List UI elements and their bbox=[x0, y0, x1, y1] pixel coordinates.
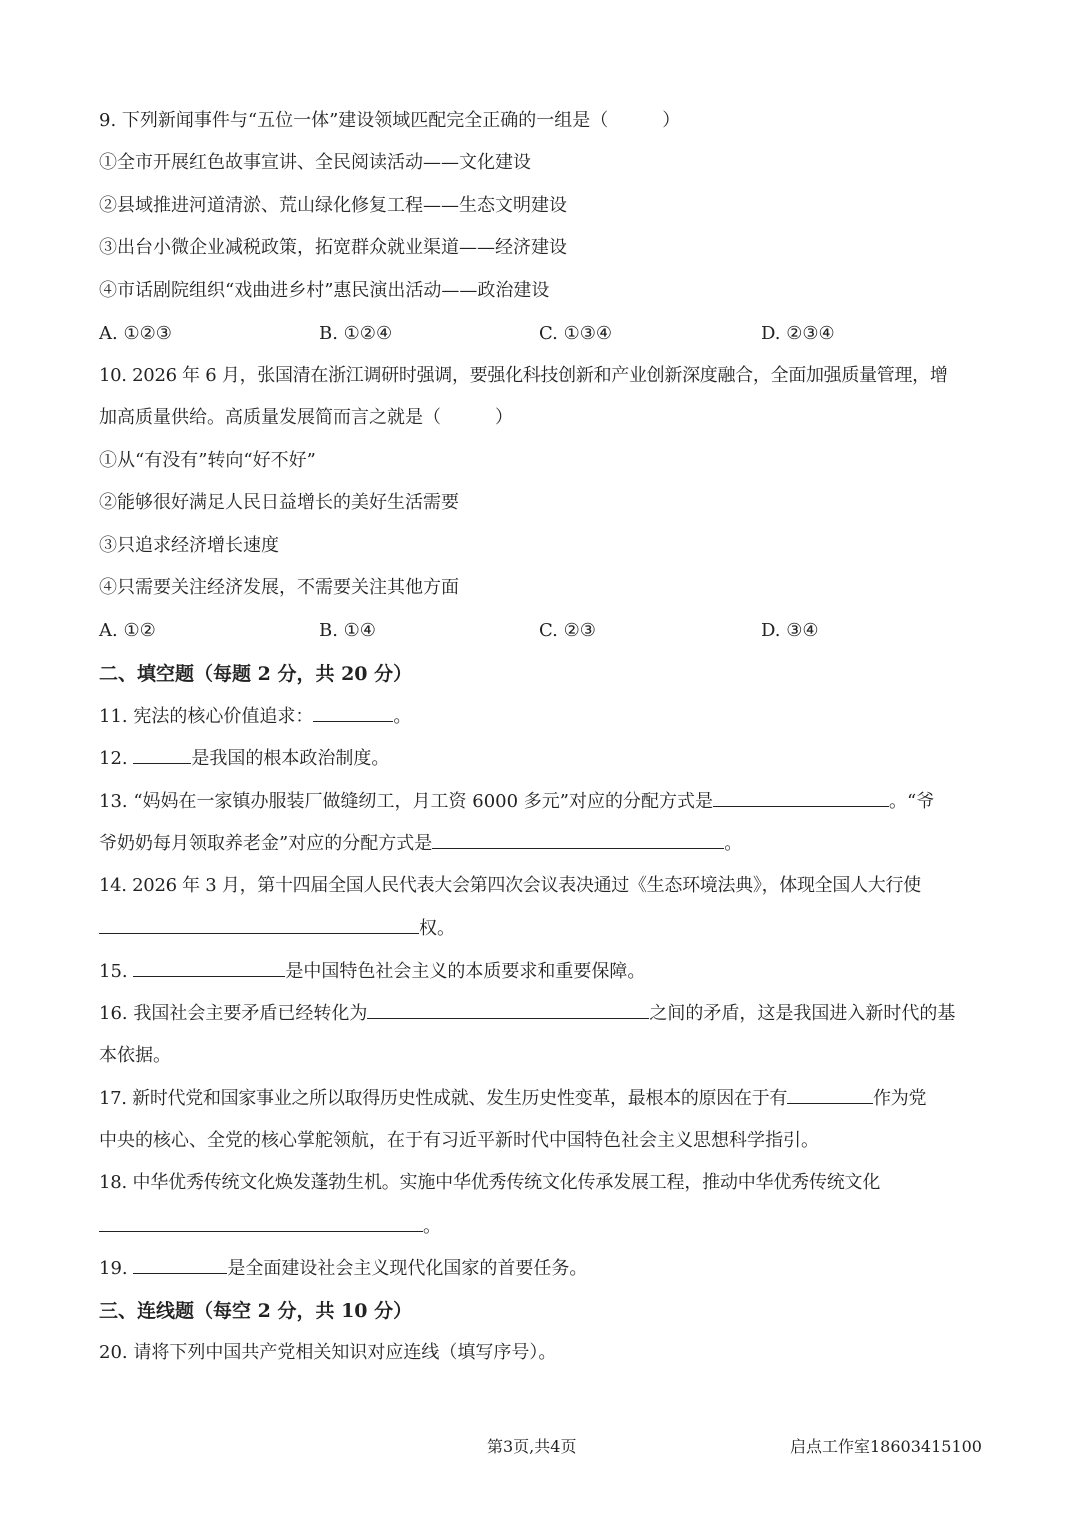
question-13-text-2: 爷奶奶每月领取养老金”对应的分配方式是 bbox=[99, 833, 433, 854]
question-17-blank[interactable] bbox=[787, 1085, 873, 1104]
question-10-item-4: ④只需要关注经济发展，不需要关注其他方面 bbox=[99, 577, 459, 598]
question-19-number: 19. bbox=[99, 1258, 134, 1279]
question-16-line-2: 本依据。 bbox=[99, 1045, 171, 1066]
question-13-blank-1[interactable] bbox=[713, 788, 889, 807]
question-19-blank[interactable] bbox=[133, 1255, 227, 1274]
question-14-line-1: 14. 2026 年 3 月，第十四届全国人民代表大会第四次会议表决通过《生态环境法典》，体现全国人大行使 bbox=[99, 875, 921, 896]
question-10-option-a: A. ①② bbox=[99, 620, 156, 641]
question-18-end: 。 bbox=[423, 1216, 441, 1237]
question-16-text-end: 之间的矛盾，这是我国进入新时代的基 bbox=[649, 1003, 956, 1024]
question-9-option-d: D. ②③④ bbox=[761, 323, 835, 344]
question-18-line-2 bbox=[99, 1213, 441, 1240]
question-9-item-3: ③出台小微企业减税政策，拓宽群众就业渠道——经济建设 bbox=[99, 237, 567, 258]
question-15 bbox=[99, 958, 645, 985]
question-10-option-b: B. ①④ bbox=[319, 620, 376, 641]
question-20-stem: 20. 请将下列中国共产党相关知识对应连线（填写序号）。 bbox=[99, 1342, 557, 1363]
question-9-option-a: A. ①②③ bbox=[99, 323, 172, 344]
question-11-blank[interactable] bbox=[313, 703, 393, 722]
question-10-stem-line-1: 10. 2026 年 6 月，张国清在浙江调研时强调，要强化科技创新和产业创新深度融合，全面加强质量管理，增 bbox=[99, 365, 948, 386]
question-11-text: 11. 宪法的核心价值追求： bbox=[99, 706, 314, 727]
question-10-item-3: ③只追求经济增长速度 bbox=[99, 535, 279, 556]
question-13-blank-2[interactable] bbox=[432, 830, 724, 849]
question-9-stem: 9. 下列新闻事件与“五位一体”建设领域匹配完全正确的一组是（ ） bbox=[99, 110, 681, 131]
question-17-text: 17. 新时代党和国家事业之所以取得历史性成就、发生历史性变革，最根本的原因在于有 bbox=[99, 1088, 788, 1109]
question-10-item-1: ①从“有没有”转向“好不好” bbox=[99, 450, 316, 471]
question-10-item-2: ②能够很好满足人民日益增长的美好生活需要 bbox=[99, 492, 459, 513]
question-16-text: 16. 我国社会主要矛盾已经转化为 bbox=[99, 1003, 368, 1024]
question-17-line-1 bbox=[99, 1085, 926, 1112]
question-9-option-b: B. ①②④ bbox=[319, 323, 393, 344]
question-10-option-d: D. ③④ bbox=[761, 620, 819, 641]
question-9-item-4: ④市话剧院组织“戏曲进乡村”惠民演出活动——政治建设 bbox=[99, 280, 550, 301]
question-10-option-c: C. ②③ bbox=[539, 620, 596, 641]
question-9-item-1: ①全市开展红色故事宣讲、全民阅读活动——文化建设 bbox=[99, 152, 531, 173]
question-17-text-end: 作为党 bbox=[873, 1088, 927, 1109]
question-18-blank[interactable] bbox=[99, 1213, 423, 1232]
question-15-blank[interactable] bbox=[133, 958, 285, 977]
question-16-blank[interactable] bbox=[367, 1000, 649, 1019]
question-13-line-1 bbox=[99, 788, 934, 815]
question-13-mid: 。“爷 bbox=[889, 791, 935, 812]
question-19 bbox=[99, 1255, 587, 1282]
question-13-line-2 bbox=[99, 830, 742, 857]
question-14-end: 权。 bbox=[419, 918, 455, 939]
question-10-stem-line-2: 加高质量供给。高质量发展简而言之就是（ ） bbox=[99, 407, 513, 428]
question-9-item-2: ②县域推进河道清淤、荒山绿化修复工程——生态文明建设 bbox=[99, 195, 567, 216]
question-16-line-1 bbox=[99, 1000, 955, 1027]
page-number: 第3页,共4页 bbox=[487, 1437, 577, 1456]
question-13-text: 13. “妈妈在一家镇办服装厂做缝纫工，月工资 6000 多元”对应的分配方式是 bbox=[99, 791, 714, 812]
question-11 bbox=[99, 703, 411, 730]
section-2-title: 二、填空题（每题 2 分，共 20 分） bbox=[99, 663, 413, 685]
question-9-option-c: C. ①③④ bbox=[539, 323, 612, 344]
question-12-text: 是我国的根本政治制度。 bbox=[191, 748, 390, 769]
question-18-line-1: 18. 中华优秀传统文化焕发蓬勃生机。实施中华优秀传统文化传承发展工程，推动中华优秀传统文化 bbox=[99, 1172, 881, 1193]
question-19-text: 是全面建设社会主义现代化国家的首要任务。 bbox=[227, 1258, 588, 1279]
question-14-blank[interactable] bbox=[99, 915, 419, 934]
question-15-text: 是中国特色社会主义的本质要求和重要保障。 bbox=[285, 961, 646, 982]
question-11-end: 。 bbox=[393, 706, 412, 727]
question-14-line-2 bbox=[99, 915, 455, 942]
question-17-line-2: 中央的核心、全党的核心掌舵领航，在于有习近平新时代中国特色社会主义思想科学指引。 bbox=[99, 1130, 819, 1151]
question-12 bbox=[99, 745, 389, 772]
studio-credit: 启点工作室18603415100 bbox=[790, 1437, 982, 1456]
question-12-blank[interactable] bbox=[133, 745, 191, 764]
question-12-number: 12. bbox=[99, 748, 134, 769]
section-3-title: 三、连线题（每空 2 分，共 10 分） bbox=[99, 1300, 413, 1322]
question-13-end: 。 bbox=[724, 833, 743, 854]
question-15-number: 15. bbox=[99, 961, 134, 982]
